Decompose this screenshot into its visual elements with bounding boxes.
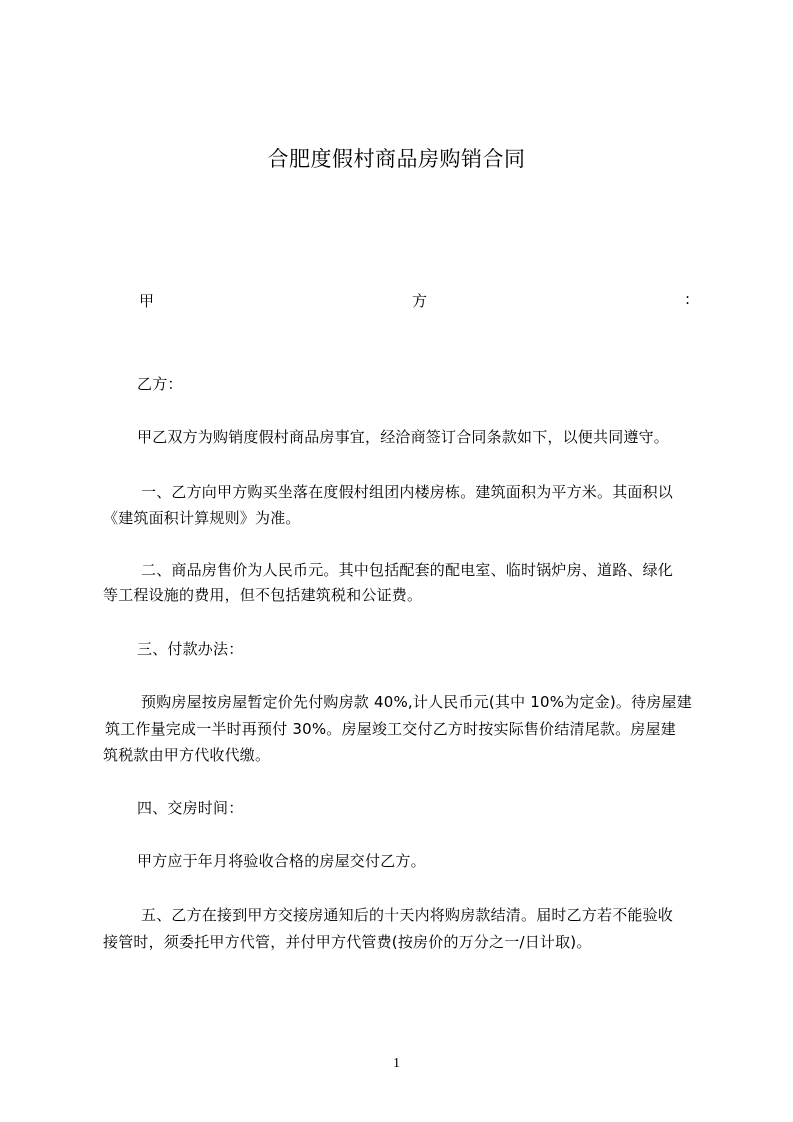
intro-paragraph: 甲乙双方为购销度假村商品房事宜，经洽商签订合同条款如下，以便共同遵守。 bbox=[137, 428, 670, 446]
clause-3-line-2: 筑工作量完成一半时再预付 30%。房屋竣工交付乙方时按实际售价结清尾款。房屋建 bbox=[105, 720, 676, 738]
clause-2-line-2: 等工程设施的费用，但不包括建筑税和公证费。 bbox=[103, 586, 423, 604]
clause-1-line-2: 《建筑面积计算规则》为准。 bbox=[103, 509, 301, 527]
clause-1-line-1: 一、乙方向甲方购买坐落在度假村组团内楼房栋。建筑面积为平方米。其面积以 bbox=[141, 483, 674, 501]
clause-3-line-3: 筑税款由甲方代收代缴。 bbox=[103, 746, 271, 764]
clause-5-line-1: 五、乙方在接到甲方交接房通知后的十天内将购房款结清。届时乙方若不能验收 bbox=[141, 906, 674, 924]
party-a-line bbox=[137, 290, 693, 314]
party-a-colon: : bbox=[685, 290, 691, 308]
clause-3-heading: 三、付款办法： bbox=[137, 640, 244, 658]
party-b-label: 乙方： bbox=[137, 375, 183, 393]
page-number: 1 bbox=[393, 1056, 400, 1071]
clause-4-body: 甲方应于年月将验收合格的房屋交付乙方。 bbox=[137, 852, 426, 870]
clause-5-line-2: 接管时，须委托甲方代管，并付甲方代管费(按房价的万分之一/日计取)。 bbox=[103, 933, 592, 951]
clause-3-line-1: 预购房屋按房屋暂定价先付购房款 40%,计人民币元(其中 10%为定金)。待房屋建 bbox=[141, 693, 692, 711]
clause-4-heading: 四、交房时间： bbox=[137, 799, 244, 817]
document-title: 合肥度假村商品房购销合同 bbox=[267, 147, 526, 171]
clause-2-line-1: 二、商品房售价为人民币元。其中包括配套的配电室、临时锅炉房、道路、绿化 bbox=[141, 561, 674, 579]
party-a-char-2: 方 bbox=[412, 292, 428, 310]
party-a-char-1: 甲 bbox=[139, 292, 155, 310]
